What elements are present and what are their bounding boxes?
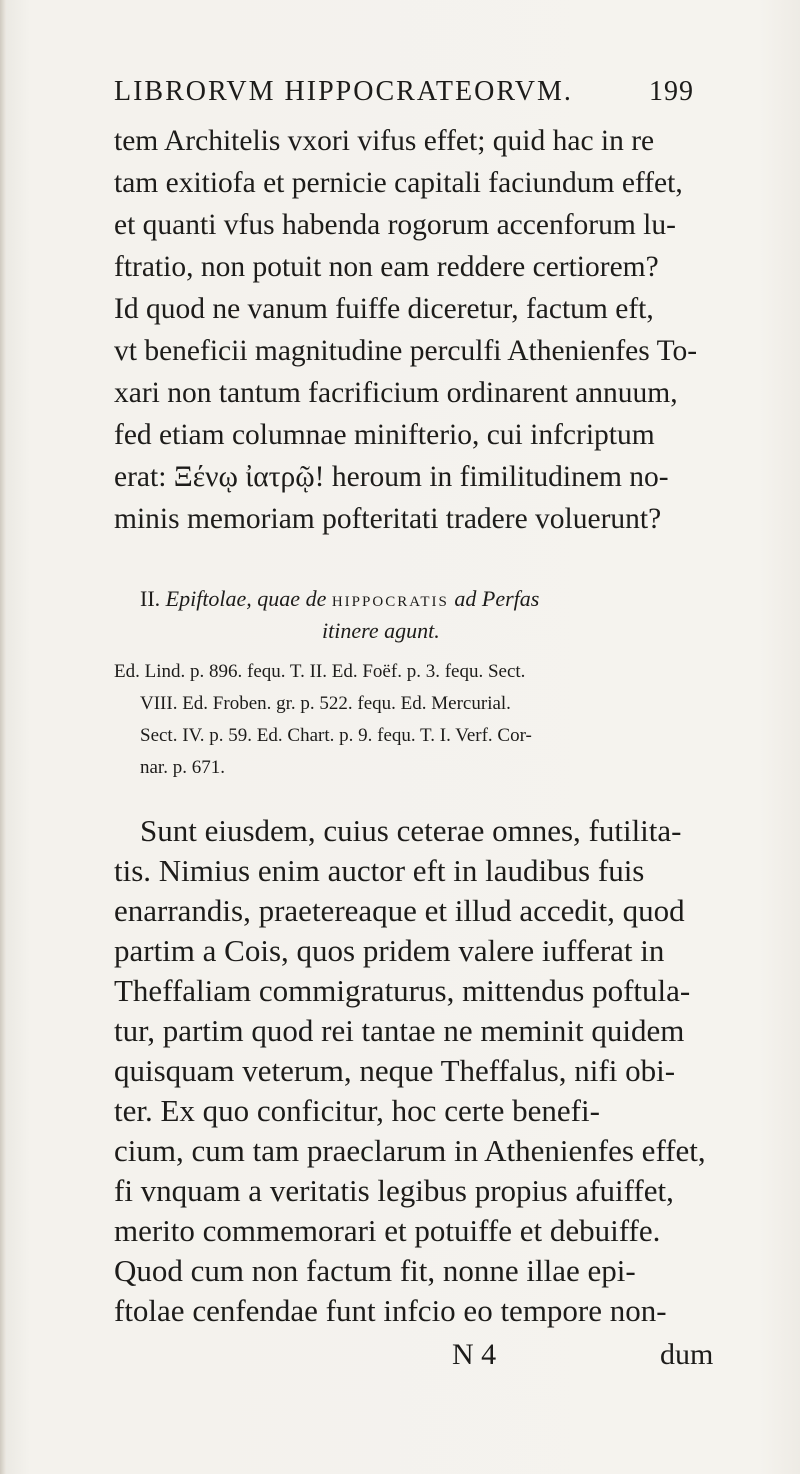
text-line: quisquam veterum, neque Theffalus, nifi obi- xyxy=(114,1053,676,1088)
text-line: enarrandis, praetereaque et illud accedit, quod xyxy=(114,893,685,928)
note-line: Ed. Lind. p. 896. fequ. T. II. Ed. Foëf. p. 3. fequ. Sect. xyxy=(114,661,526,682)
text-line: ftratio, non potuit non eam reddere certiorem? xyxy=(114,251,659,283)
text-line: tur, partim quod rei tantae ne meminit quidem xyxy=(114,1013,685,1048)
text-line: partim a Cois, quos pridem valere iufferat in xyxy=(114,933,665,968)
section-number: II. xyxy=(140,586,161,611)
text-line: Theffaliam commigraturus, mittendus poftula- xyxy=(114,973,691,1008)
note-line: Sect. IV. p. 59. Ed. Chart. p. 9. fequ. T. I. Verf. Cor- xyxy=(140,725,532,746)
section-title-italic: Epiftolae, quae de xyxy=(165,586,327,611)
text-line: tis. Nimius enim auctor eft in laudibus fuis xyxy=(114,853,645,888)
note-line: nar. p. 671. xyxy=(140,757,225,778)
text-line: cium, cum tam praeclarum in Athenienfes effet, xyxy=(114,1133,706,1168)
catchword: dum xyxy=(660,1338,714,1371)
text-line: ter. Ex quo conficitur, hoc certe benefi- xyxy=(114,1093,600,1128)
section-heading-line-2: itinere agunt. xyxy=(322,618,440,643)
text-line: vt beneficii magnitudine perculfi Athenienfes To- xyxy=(114,335,698,367)
text-line: ftolae cenfendae funt infcio eo tempore non- xyxy=(114,1293,667,1328)
text-line: et quanti vfus habenda rogorum accenforum lu- xyxy=(114,209,676,241)
section-title-tail: ad Perfas xyxy=(454,586,540,611)
text-line: erat: Ξένῳ ἰατρῷ! heroum in fimilitudinem no- xyxy=(114,461,669,493)
author-name: hippocratis xyxy=(331,586,449,611)
text-line: fi vnquam a veritatis legibus propius afuiffet, xyxy=(114,1173,674,1208)
text-line: Id quod ne vanum fuiffe diceretur, factum eft, xyxy=(114,293,654,325)
text-line: fed etiam columnae minifterio, cui infcriptum xyxy=(114,419,655,451)
text-line: tam exitiofa et pernicie capitali faciundum effet, xyxy=(114,167,683,199)
running-head xyxy=(114,72,694,112)
page-number: 199 xyxy=(649,76,694,107)
page-spine-shadow xyxy=(0,0,6,1474)
section-heading-line-1 xyxy=(140,586,539,612)
text-line: Sunt eiusdem, cuius ceterae omnes, futilita- xyxy=(140,813,682,848)
signature-mark: N 4 xyxy=(452,1338,497,1371)
text-line: merito commemorari et potuiffe et debuiffe. xyxy=(114,1213,661,1248)
text-line: Quod cum non factum fit, nonne illae epi- xyxy=(114,1253,636,1288)
page-footer xyxy=(100,1338,714,1382)
running-head-title: LIBRORVM HIPPOCRATEORVM. xyxy=(114,76,573,107)
note-line: VIII. Ed. Froben. gr. p. 522. fequ. Ed. Mercurial. xyxy=(140,693,511,714)
text-line: tem Architelis vxori vifus effet; quid hac in re xyxy=(114,125,655,157)
text-line: minis memoriam pofteritati tradere voluerunt? xyxy=(114,503,662,535)
text-line: xari non tantum facrificium ordinarent annuum, xyxy=(114,377,678,409)
